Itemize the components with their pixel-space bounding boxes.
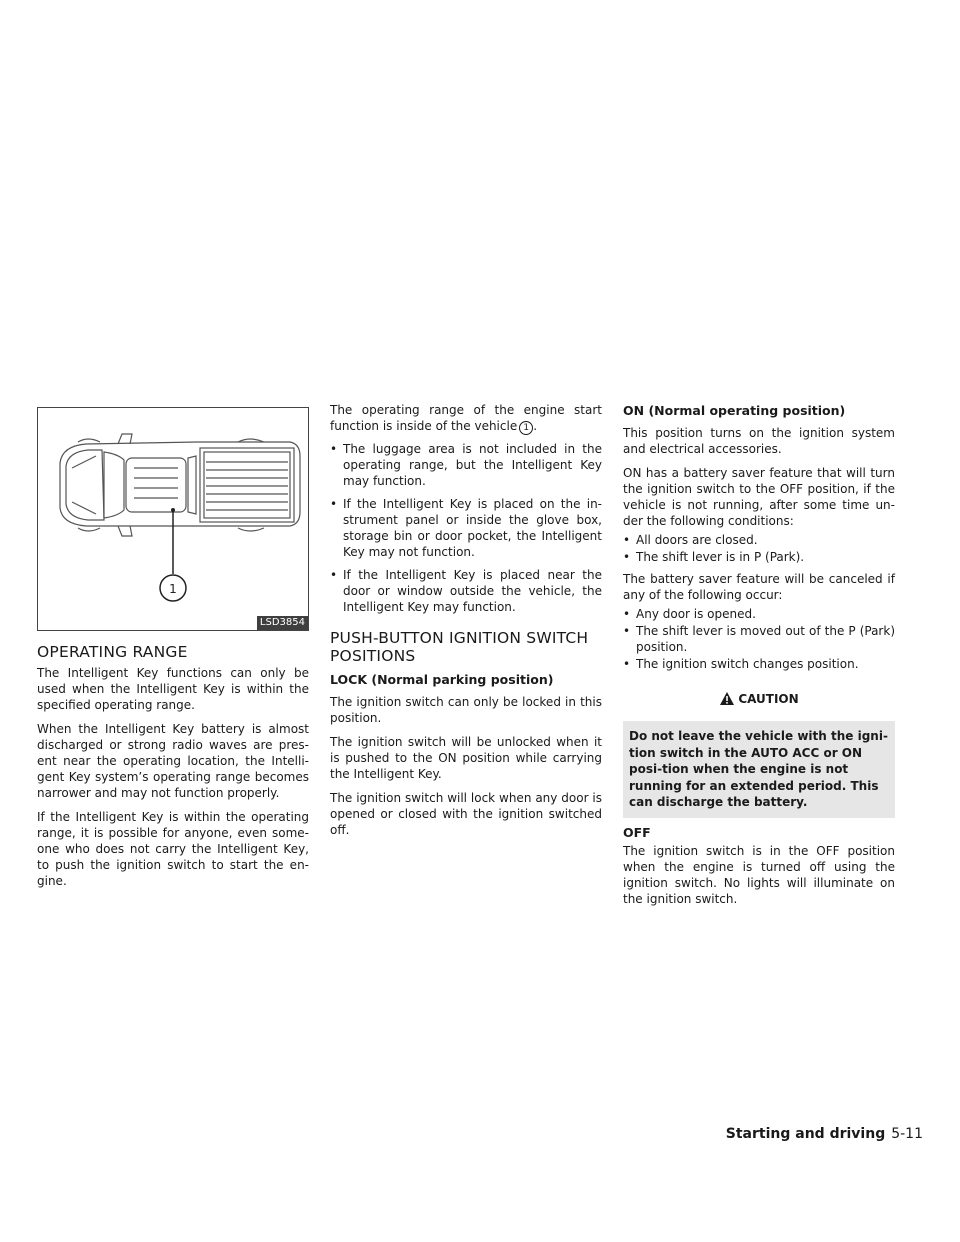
warning-icon (719, 691, 735, 706)
paragraph-engine-start: The operating range of the engine start function is inside of the vehicle 1 . (330, 403, 602, 433)
caution-header (623, 686, 895, 712)
paragraph: The ignition switch is in the OFF position when the engine is turned off using the ignition switch. No lights will illuminate on the ignition switch. (623, 843, 895, 906)
paragraph: If the Intelligent Key is within the operating range, it is possible for anyone, even some-one who does not carry the Intelligent Key, to push the ignition switch to start the en-gine. (37, 810, 309, 888)
truck-top-view-figure (37, 407, 309, 631)
callout-ref: 1 (519, 421, 533, 435)
list-item: • If the Intelligent Key is placed on the in-strument panel or inside the glove box, storage bin or door pocket, the Intelligent Key may not function. (330, 496, 602, 560)
list-item: • If the Intelligent Key is placed near the door or window outside the vehicle, the Intelligent Key may function. (330, 567, 602, 615)
subheading-lock: LOCK (Normal parking position) (330, 672, 554, 687)
list-item: • The shift lever is moved out of the P (Park) position. (623, 623, 895, 655)
condition-list (623, 532, 895, 565)
paragraph: The battery saver feature will be canceled if any of the following occur: (623, 572, 895, 602)
paragraph: ON has a battery saver feature that will turn the ignition switch to the OFF position, if the vehicle is not running, after some time un-der the following conditions: (623, 466, 895, 528)
truck-illustration (38, 408, 308, 630)
list-item: • All doors are closed. (623, 532, 895, 548)
column-right (623, 402, 895, 915)
footer-section: Starting and driving (725, 1126, 886, 1142)
column-middle (330, 402, 602, 846)
list-item: • The shift lever is in P (Park). (623, 549, 895, 565)
figure-code: LSD3854 (257, 616, 308, 630)
list-item: • The luggage area is not included in the operating range, but the Intelligent Key may function. (330, 441, 602, 489)
page-footer (708, 1126, 923, 1142)
section-title-operating-range: OPERATING RANGE (37, 643, 188, 661)
paragraph: The ignition switch will be unlocked when it is pushed to the ON position while carrying the Intelligent Key. (330, 735, 602, 781)
callout-label: 1 (169, 582, 177, 596)
paragraph: The Intelligent Key functions can only be used when the Intelligent Key is within the specified operating range. (37, 666, 309, 712)
paragraph: When the Intelligent Key battery is almost discharged or strong radio waves are pres-ent near the operating location, the Intelli-gent Key system’s operating range becomes narrower and may not function properly. (37, 722, 309, 800)
list-item: • Any door is opened. (623, 606, 895, 622)
caution-label: CAUTION (738, 692, 799, 706)
paragraph: The ignition switch can only be locked in this position. (330, 695, 602, 725)
bullet-list (330, 441, 602, 615)
caution-box: Do not leave the vehicle with the igni-tion switch in the AUTO ACC or ON posi-tion when the engine is not running for an extended period. This can discharge the battery. (623, 721, 895, 818)
cancel-condition-list (623, 606, 895, 672)
subheading-off: OFF (623, 824, 651, 840)
subheading-on: ON (Normal operating position) (623, 403, 846, 418)
page-number: 5-11 (891, 1126, 923, 1142)
column-left (37, 402, 309, 897)
paragraph: This position turns on the ignition system and electrical accessories. (623, 426, 895, 456)
paragraph: The ignition switch will lock when any door is opened or closed with the ignition switched off. (330, 791, 602, 837)
list-item: • The ignition switch changes position. (623, 656, 895, 672)
section-title-push-button: PUSH-BUTTON IGNITION SWITCH POSITIONS (330, 629, 589, 665)
